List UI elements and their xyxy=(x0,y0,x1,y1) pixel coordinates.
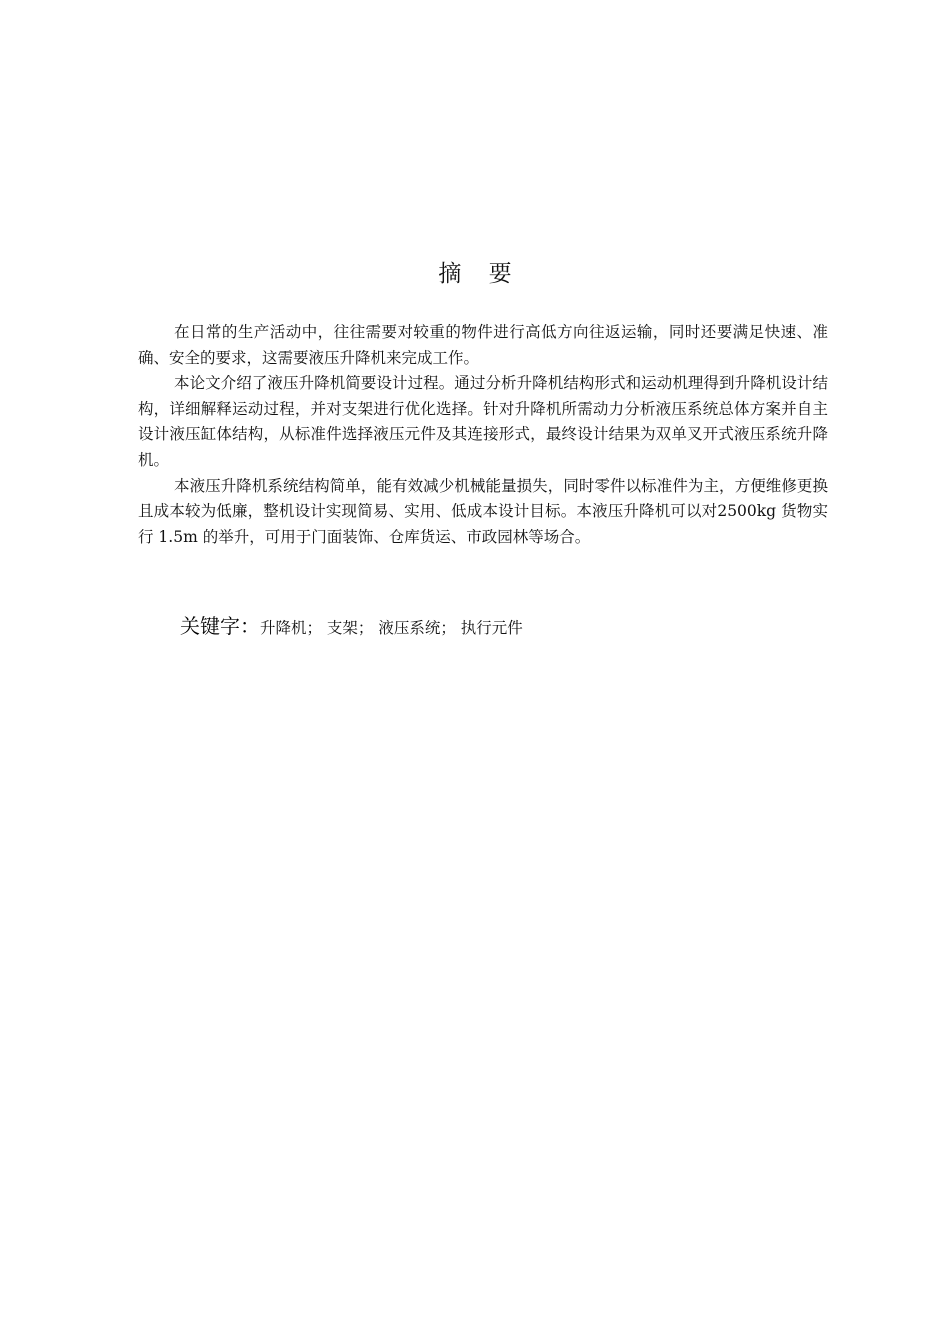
abstract-paragraph-3: 本液压升降机系统结构简单，能有效减少机械能量损失，同时零件以标准件为主，方便维修更换且成本较为低廉，整机设计实现简易、实用、低成本设计目标。本液压升降机可以对2500kg 货物实行 1.5m 的举升，可用于门面装饰、仓库货运、市政园林等场合。 xyxy=(138,476,828,546)
keywords-values: 升降机； 支架； 液压系统； 执行元件 xyxy=(260,619,523,637)
abstract-paragraph-1: 在日常的生产活动中，往往需要对较重的物件进行高低方向往返运输，同时还要满足快速、准确、安全的要求，这需要液压升降机来完成工作。 xyxy=(138,323,828,367)
abstract-title: 摘 要 xyxy=(438,261,522,287)
abstract-body xyxy=(138,320,828,550)
keywords-line xyxy=(180,608,820,646)
keywords-label: 关键字： xyxy=(180,614,260,638)
abstract-paragraph-2: 本论文介绍了液压升降机简要设计过程。通过分析升降机结构形式和运动机理得到升降机设计结构，详细解释运动过程，并对支架进行优化选择。针对升降机所需动力分析液压系统总体方案并自主设计液压缸体结构，从标准件选择液压元件及其连接形式，最终设计结果为双单叉开式液压系统升降机。 xyxy=(138,374,828,469)
